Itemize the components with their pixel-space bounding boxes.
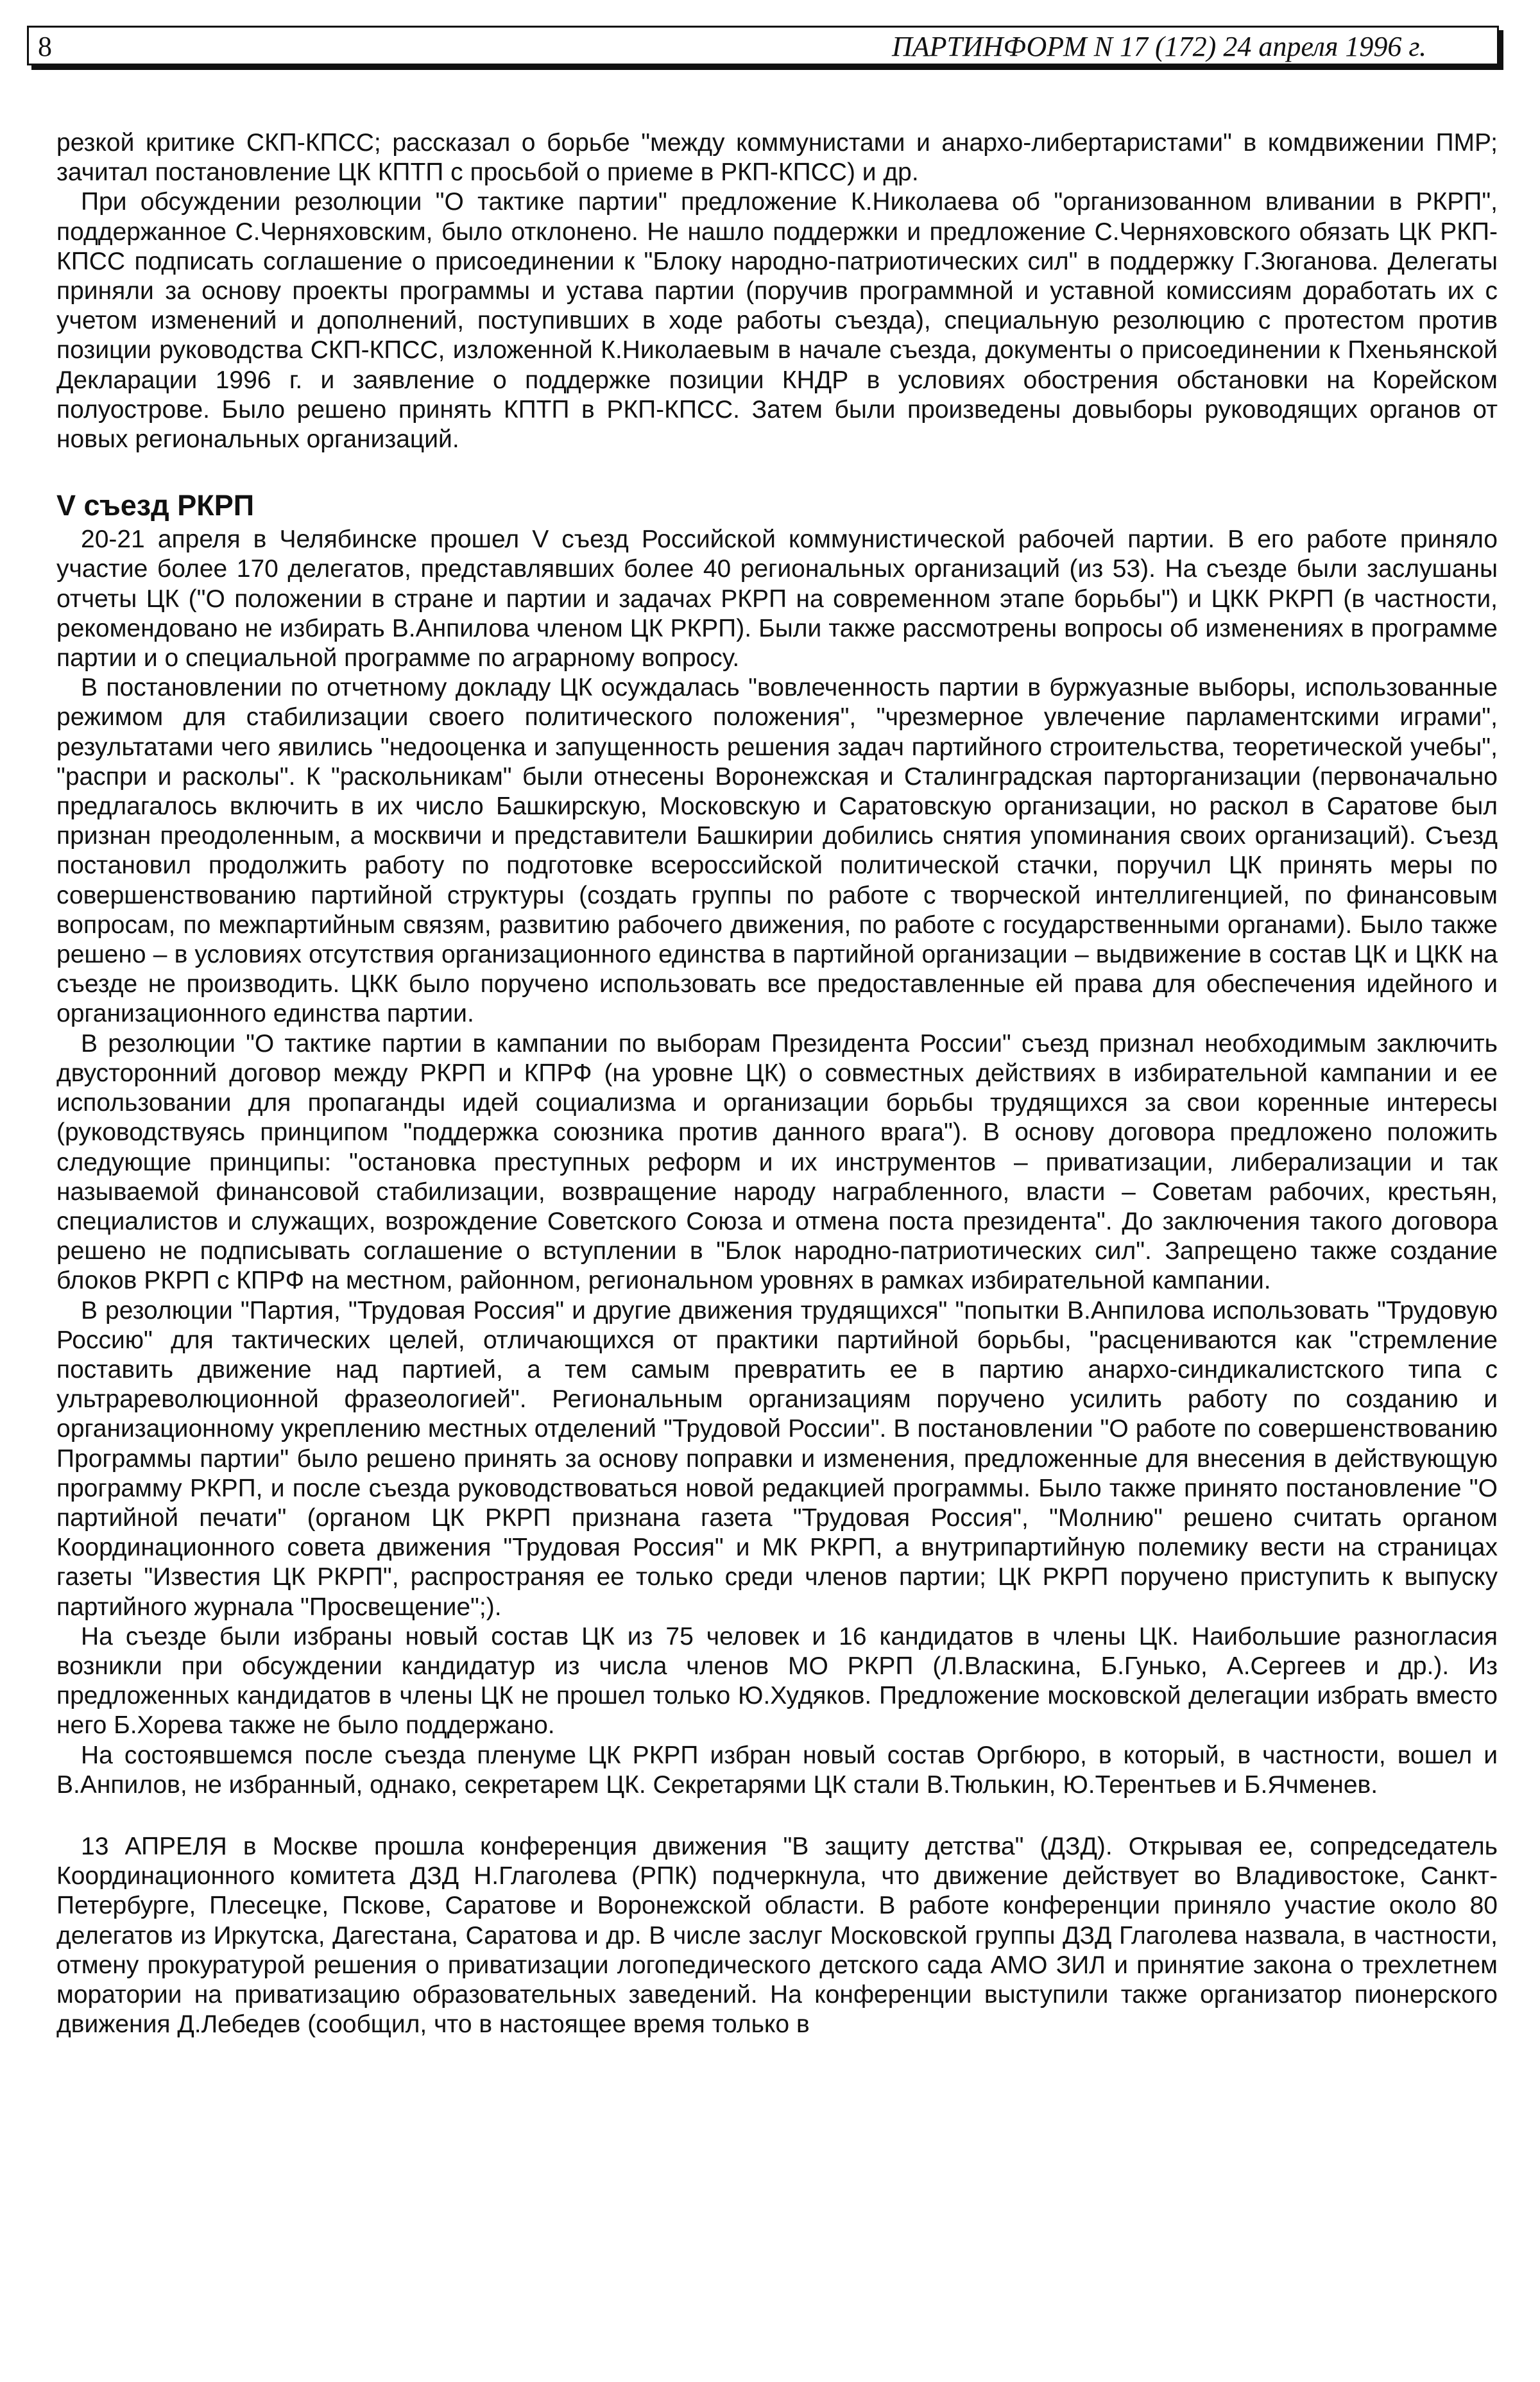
paragraph: В постановлении по отчетному докладу ЦК осуждалась "вовлеченность партии в буржуазные выборы, использованные режимом для стабилизации своего политического положения", "чрезмерное увлечение парламентскими играми", результатами чего явились "недооценка и запущенность решения задач партийного строительства, теоретической учебы", "распри и расколы". К "раскольникам" были отнесены Воронежская и Сталинградская парторганизации (первоначально предлагалось включить в их число Башкирскую, Московскую и Саратовскую организации, но раскол в Саратове был признан преодоленным, а москвичи и представители Башкирии добились снятия упоминания своих организаций). Съезд постановил продолжить работу по подготовке всероссийской политической стачки, поручил ЦК принять меры по совершенствованию партийной структуры (создать группы по работе с творческой интеллигенцией, по финансовым вопросам, по межпартийным связям, развитию рабочего движения, по работе с государственными органами). Было также решено – в условиях отсутствия организационного единства в партийной организации – выдвижение в состав ЦК и ЦКК на съезде не производить. ЦКК было поручено использовать все предоставленные ей права для обеспечения идейного и организационного единства партии. (56, 674, 1498, 1028)
paragraph: В резолюции "О тактике партии в кампании по выборам Президента России" съезд признал необходимым заключить двусторонний договор между РКРП и КПРФ (на уровне ЦК) о совместных действиях в избирательной кампании и ее использовании для пропаганды идей социализма и организации борьбы трудящихся за свои коренные интересы (руководствуясь принципом "поддержка союзника против данного врага"). В основу договора предложено положить следующие принципы: "остановка преступных реформ и их инструментов – приватизации, либерализации и так называемой финансовой стабилизации, возвращение народу награбленного, власти – Советам рабочих, крестьян, специалистов и служащих, возрождение Советского Союза и отмена поста президента". До заключения такого договора решено не подписывать соглашение о вступлении в "Блок народно-патриотических сил". Запрещено также создание блоков РКРП с КПРФ на местном, районном, региональном уровнях в рамках избирательной кампании. (56, 1029, 1498, 1295)
paragraph: При обсуждении резолюции "О тактике партии" предложение К.Николаева об "организованном вливании в РКРП", поддержанное С.Черняховским, было отклонено. Не нашло поддержки и предложение С.Черняховского обязать ЦК РКП-КПСС подписать соглашение о присоединении к "Блоку народно-патриотических сил" в поддержку Г.Зюганова. Делегаты приняли за основу проекты программы и устава партии (поручив программной и уставной комиссиям доработать их с учетом изменений и дополнений, поступивших в ходе работы съезда), специальную резолюцию с протестом против позиции руководства СКП-КПСС, изложенной К.Николаевым в начале съезда, документы о присоединении к Пхеньянской Декларации 1996 г. и заявление о поддержке позиции КНДР в условиях обострения обстановки на Корейском полуострове. Было решено принять КПТП в РКП-КПСС. Затем были произведены довыборы руководящих органов от новых региональных организаций. (56, 188, 1498, 454)
paragraph: На состоявшемся после съезда пленуме ЦК РКРП избран новый состав Оргбюро, в который, в частности, вошел и В.Анпилов, не избранный, однако, секретарем ЦК. Секретарями ЦК стали В.Тюлькин, Ю.Терентьев и Б.Ячменев. (56, 1741, 1498, 1799)
paragraph: 20-21 апреля в Челябинске прошел V съезд Российской коммунистической рабочей партии. В его работе приняло участие более 170 делегатов, представлявших более 40 региональных организаций (из 53). На съезде были заслушаны отчеты ЦК ("О положении в стране и партии и задачах РКРП на современном этапе борьбы") и ЦКК РКРП (в частности, рекомендовано не избирать В.Анпилова членом ЦК РКРП). Были также рассмотрены вопросы об изменениях в программе партии и о специальной программе по аграрному вопросу. (56, 526, 1498, 673)
article-body (56, 128, 1498, 2039)
paragraph: резкой критике СКП-КПСС; рассказал о борьбе "между коммунистами и анархо-либертаристами" в комдвижении ПМР; зачитал постановление ЦК КПТП с просьбой о приеме в РКП-КПСС) и др. (56, 129, 1498, 187)
section-heading: V съезд РКРП (56, 489, 255, 522)
paragraph: На съезде были избраны новый состав ЦК из 75 человек и 16 кандидатов в члены ЦК. Наибольшие разногласия возникли при обсуждении кандидатур из числа членов МО РКРП (Л.Власкина, Б.Гунько, А.Сергеев и др.). Из предложенных кандидатов в члены ЦК не прошел только Ю.Худяков. Предложение московской делегации избрать вместо него Б.Хорева также не было поддержано. (56, 1622, 1498, 1740)
paragraph: 13 АПРЕЛЯ в Москве прошла конференция движения "В защиту детства" (ДЗД). Открывая ее, сопредседатель Координационного комитета ДЗД Н.Глаголева (РПК) подчеркнула, что движение действует во Владивостоке, Санкт-Петербурге, Плесецке, Пскове, Саратове и Воронежской области. В работе конференции приняло участие около 80 делегатов из Иркутска, Дагестана, Саратова и др. В числе заслуг Московской группы ДЗД Глаголева назвала, в частности, отмену прокуратурой решения о приватизации логопедического детского сада АМО ЗИЛ и принятие закона о трехлетнем моратории на приватизацию образовательных заведений. На конференции выступили также организатор пионерского движения Д.Лебедев (сообщил, что в настоящее время только в (56, 1832, 1498, 2039)
paragraph: В резолюции "Партия, "Трудовая Россия" и другие движения трудящихся" "попытки В.Анпилова использовать "Трудовую Россию" для тактических целей, отличающихся от практики партийной борьбы, "расцениваются как "стремление поставить движение над партией, а тем самым превратить ее в партию анархо-синдикалистского типа с ультрареволюционной фразеологией". Региональным организациям поручено усилить работу по созданию и организационному укреплению местных отделений "Трудовой России". В постановлении "О работе по совершенствованию Программы партии" было решено принять за основу поправки и изменения, предложенные для внесения в действующую программу РКРП, и после съезда руководствоваться новой редакцией программы. Было также принято постановление "О партийной печати" (органом ЦК РКРП признана газета "Трудовая Россия", "Молнию" решено считать органом Координационного совета движения "Трудовая Россия" и МК РКРП, а внутрипартийную полемику вести на страницах газеты "Известия ЦК РКРП", распространяя ее только среди членов партии; ЦК РКРП поручено приступить к выпуску партийного журнала "Просвещение";). (56, 1296, 1498, 1621)
page-header (27, 26, 1499, 65)
issue-title: ПАРТИНФОРМ N 17 (172) 24 апреля 1996 г. (892, 31, 1426, 62)
page-number: 8 (38, 31, 52, 62)
